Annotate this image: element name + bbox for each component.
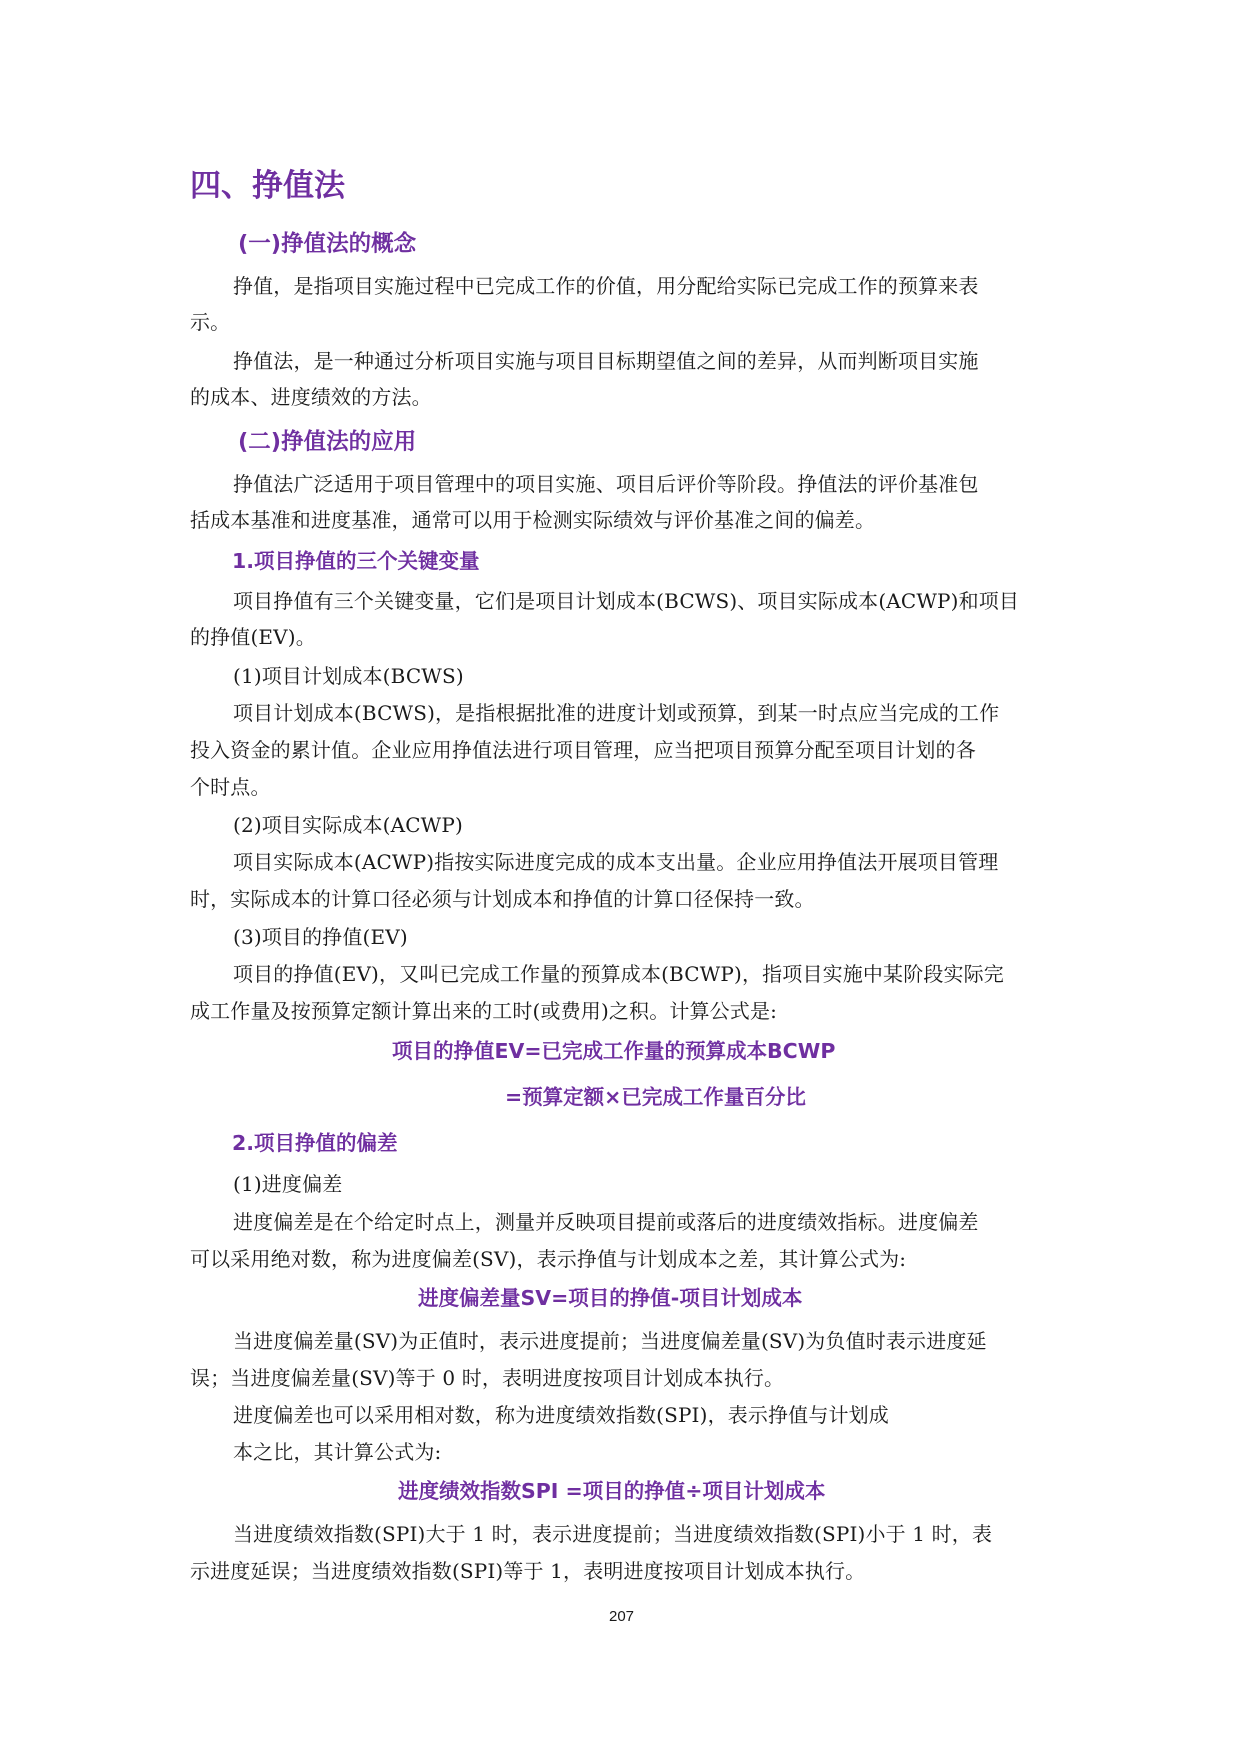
formula-ev: 项目的挣值EV=已完成工作量的预算成本BCWP: [392, 1039, 836, 1063]
section-title: 四、挣值法: [190, 168, 345, 204]
paragraph-line: 误；当进度偏差量(SV)等于 0 时，表明进度按项目计划成本执行。: [190, 1366, 785, 1390]
formula-sv: 进度偏差量SV=项目的挣值-项目计划成本: [418, 1286, 803, 1310]
item-label-schedule-variance: (1)进度偏差: [233, 1172, 343, 1196]
paragraph-line: 挣值法广泛适用于项目管理中的项目实施、项目后评价等阶段。挣值法的评价基准包: [233, 472, 979, 496]
formula-spi: 进度绩效指数SPI =项目的挣值÷项目计划成本: [398, 1479, 826, 1503]
paragraph-line: 项目计划成本(BCWS)，是指根据批准的进度计划或预算，到某一时点应当完成的工作: [233, 701, 1000, 725]
paragraph-line: 项目挣值有三个关键变量，它们是项目计划成本(BCWS)、项目实际成本(ACWP)和项目: [233, 589, 1020, 613]
page-number: 207: [609, 1608, 635, 1625]
heading-key-variables: 1.项目挣值的三个关键变量: [232, 549, 480, 573]
formula-ev-continued: =预算定额×已完成工作量百分比: [505, 1085, 806, 1109]
paragraph-line: 投入资金的累计值。企业应用挣值法进行项目管理，应当把项目预算分配至项目计划的各: [190, 738, 976, 762]
paragraph-line: 个时点。: [190, 775, 271, 799]
subsection-title-concept: (一)挣值法的概念: [238, 231, 417, 257]
subsection-title-application: (二)挣值法的应用: [238, 429, 417, 455]
paragraph-line: 示进度延误；当进度绩效指数(SPI)等于 1，表明进度按项目计划成本执行。: [190, 1559, 866, 1583]
paragraph-line: 括成本基准和进度基准，通常可以用于检测实际绩效与评价基准之间的偏差。: [190, 508, 876, 532]
paragraph-line: 当进度偏差量(SV)为正值时，表示进度提前；当进度偏差量(SV)为负值时表示进度延: [233, 1329, 987, 1353]
item-label-bcws: (1)项目计划成本(BCWS): [233, 664, 464, 688]
paragraph-line: 时，实际成本的计算口径必须与计划成本和挣值的计算口径保持一致。: [190, 887, 815, 911]
paragraph-line: 项目的挣值(EV)，又叫已完成工作量的预算成本(BCWP)，指项目实施中某阶段实际完: [233, 962, 1004, 986]
paragraph-line: 挣值法，是一种通过分析项目实施与项目目标期望值之间的差异，从而判断项目实施: [233, 349, 979, 373]
paragraph-line: 本之比，其计算公式为:: [233, 1440, 442, 1464]
paragraph-line: 进度偏差也可以采用相对数，称为进度绩效指数(SPI)，表示挣值与计划成: [233, 1403, 889, 1427]
heading-variance: 2.项目挣值的偏差: [232, 1131, 398, 1155]
paragraph-line: 进度偏差是在个给定时点上，测量并反映项目提前或落后的进度绩效指标。进度偏差: [233, 1210, 979, 1234]
paragraph-line: 的挣值(EV)。: [190, 625, 316, 649]
paragraph-line: 示。: [190, 310, 231, 334]
paragraph-line: 的成本、进度绩效的方法。: [190, 385, 432, 409]
paragraph-line: 当进度绩效指数(SPI)大于 1 时，表示进度提前；当进度绩效指数(SPI)小于 1 时，表: [233, 1522, 993, 1546]
paragraph-line: 可以采用绝对数，称为进度偏差(SV)，表示挣值与计划成本之差，其计算公式为:: [190, 1247, 907, 1271]
item-label-ev: (3)项目的挣值(EV): [233, 925, 408, 949]
paragraph-line: 成工作量及按预算定额计算出来的工时(或费用)之积。计算公式是:: [190, 999, 777, 1023]
paragraph-line: 项目实际成本(ACWP)指按实际进度完成的成本支出量。企业应用挣值法开展项目管理: [233, 850, 999, 874]
item-label-acwp: (2)项目实际成本(ACWP): [233, 813, 463, 837]
paragraph-line: 挣值，是指项目实施过程中已完成工作的价值，用分配给实际已完成工作的预算来表: [233, 274, 979, 298]
